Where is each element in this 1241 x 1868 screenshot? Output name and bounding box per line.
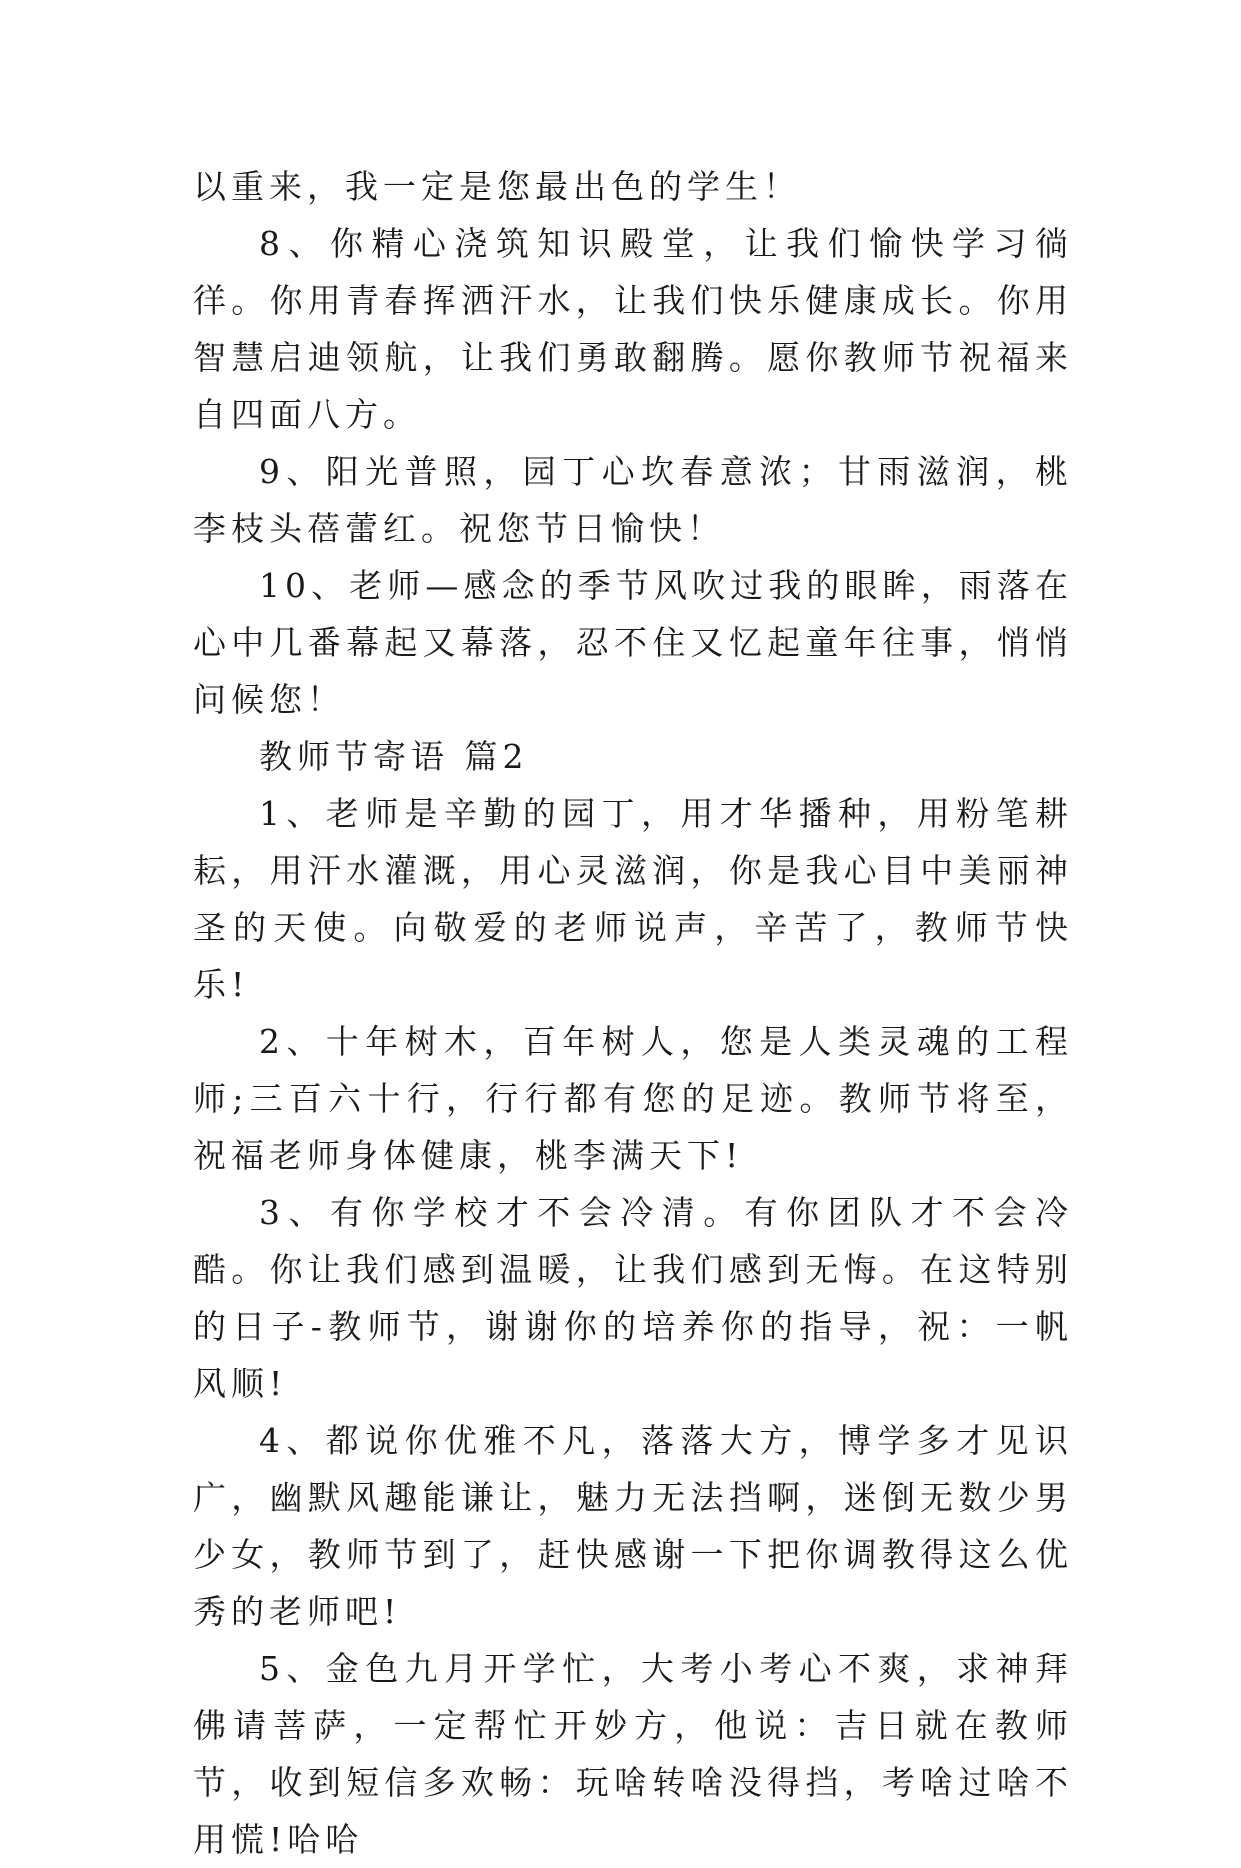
paragraph-item-9: 9、阳光普照，园丁心坎春意浓；甘雨滋润，桃李枝头蓓蕾红。祝您节日愉快！ (193, 452, 1073, 548)
section-heading: 教师节寄语 篇2 (259, 737, 529, 776)
paragraph-item-10: 10、老师—感念的季节风吹过我的眼眸，雨落在心中几番幕起又幕落，忍不住又忆起童年往事，悄悄问候您！ (193, 566, 1073, 719)
paragraph-continuation: 以重来，我一定是您最出色的学生！ (193, 167, 801, 206)
paragraph-item-3: 3、有你学校才不会冷清。有你团队才不会冷酷。你让我们感到温暖，让我们感到无悔。在这特别的日子-教师节，谢谢你的培养你的指导，祝：一帆风顺! (193, 1193, 1073, 1403)
paragraph-item-5: 5、金色九月开学忙，大考小考心不爽，求神拜佛请菩萨，一定帮忙开妙方，他说：吉日就在教师节，收到短信多欢畅：玩啥转啥没得挡，考啥过啥不用慌!哈哈 (193, 1649, 1073, 1859)
document-body (193, 158, 1073, 1868)
paragraph-item-8: 8、你精心浇筑知识殿堂，让我们愉快学习徜徉。你用青春挥洒汗水，让我们快乐健康成长。你用智慧启迪领航，让我们勇敢翻腾。愿你教师节祝福来自四面八方。 (193, 224, 1073, 434)
paragraph-item-1: 1、老师是辛勤的园丁，用才华播种，用粉笔耕耘，用汗水灌溉，用心灵滋润，你是我心目中美丽神圣的天使。向敬爱的老师说声，辛苦了，教师节快乐! (193, 794, 1073, 1004)
paragraph-item-4: 4、都说你优雅不凡，落落大方，博学多才见识广，幽默风趣能谦让，魅力无法挡啊，迷倒无数少男少女，教师节到了，赶快感谢一下把你调教得这么优秀的老师吧! (193, 1421, 1073, 1631)
paragraph-item-2: 2、十年树木，百年树人，您是人类灵魂的工程师;三百六十行，行行都有您的足迹。教师节将至，祝福老师身体健康，桃李满天下! (193, 1022, 1073, 1175)
